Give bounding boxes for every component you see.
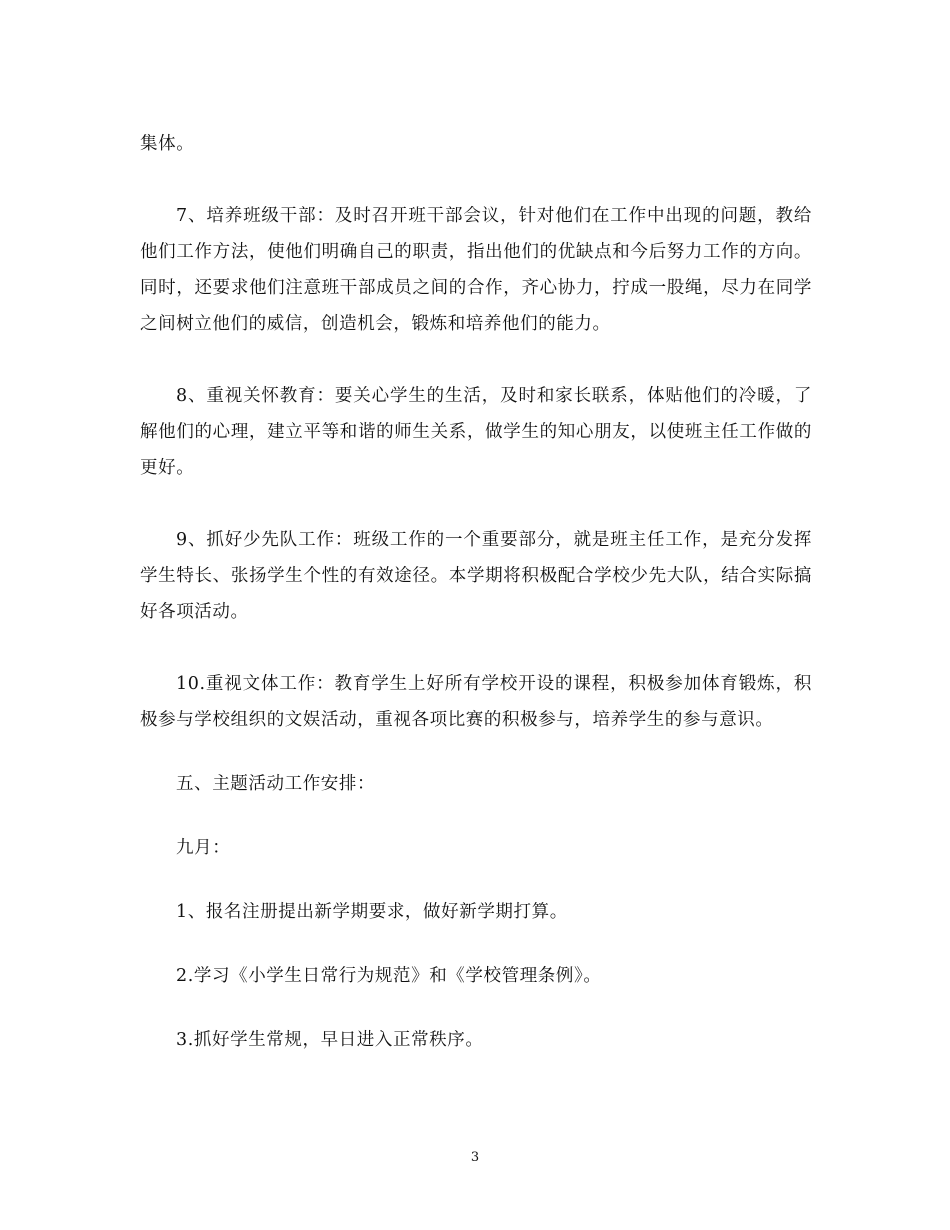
page-number: 3 xyxy=(470,1150,480,1165)
list-item-1: 1、报名注册提出新学期要求，做好新学期打算。 xyxy=(176,902,568,922)
paragraph-item-8: 8、重视关怀教育：要关心学生的生活，及时和家长联系，体贴他们的冷暖，了解他们的心理，建立平等和谐的师生关系，做学生的知心朋友，以使班主任工作做的更好。 xyxy=(140,386,812,478)
paragraph-item-7: 7、培养班级干部：及时召开班干部会议，针对他们在工作中出现的问题，教给他们工作方法，使他们明确自己的职责，指出他们的优缺点和今后努力工作的方向。同时，还要求他们注意班干部成员之间的合作，齐心协力，拧成一股绳，尽力在同学之间树立他们的威信，创造机会，锻炼和培养他们的能力。 xyxy=(140,206,812,334)
list-item-3: 3.抓好学生常规，早日进入正常秩序。 xyxy=(176,1030,484,1050)
paragraph-item-9: 9、抓好少先队工作：班级工作的一个重要部分，就是班主任工作，是充分发挥学生特长、张扬学生个性的有效途径。本学期将积极配合学校少先大队，结合实际搞好各项活动。 xyxy=(140,530,812,622)
paragraph-item-10: 10.重视文体工作：教育学生上好所有学校开设的课程，积极参加体育锻炼，积极参与学校组织的文娱活动，重视各项比赛的积极参与，培养学生的参与意识。 xyxy=(140,674,812,730)
list-item-2: 2.学习《小学生日常行为规范》和《学校管理条例》。 xyxy=(176,966,602,986)
document-body xyxy=(140,126,812,1058)
paragraph-continuation: 集体。 xyxy=(140,134,195,154)
month-heading-september: 九月： xyxy=(176,838,231,858)
section-heading-5: 五、主题活动工作安排： xyxy=(176,774,376,794)
